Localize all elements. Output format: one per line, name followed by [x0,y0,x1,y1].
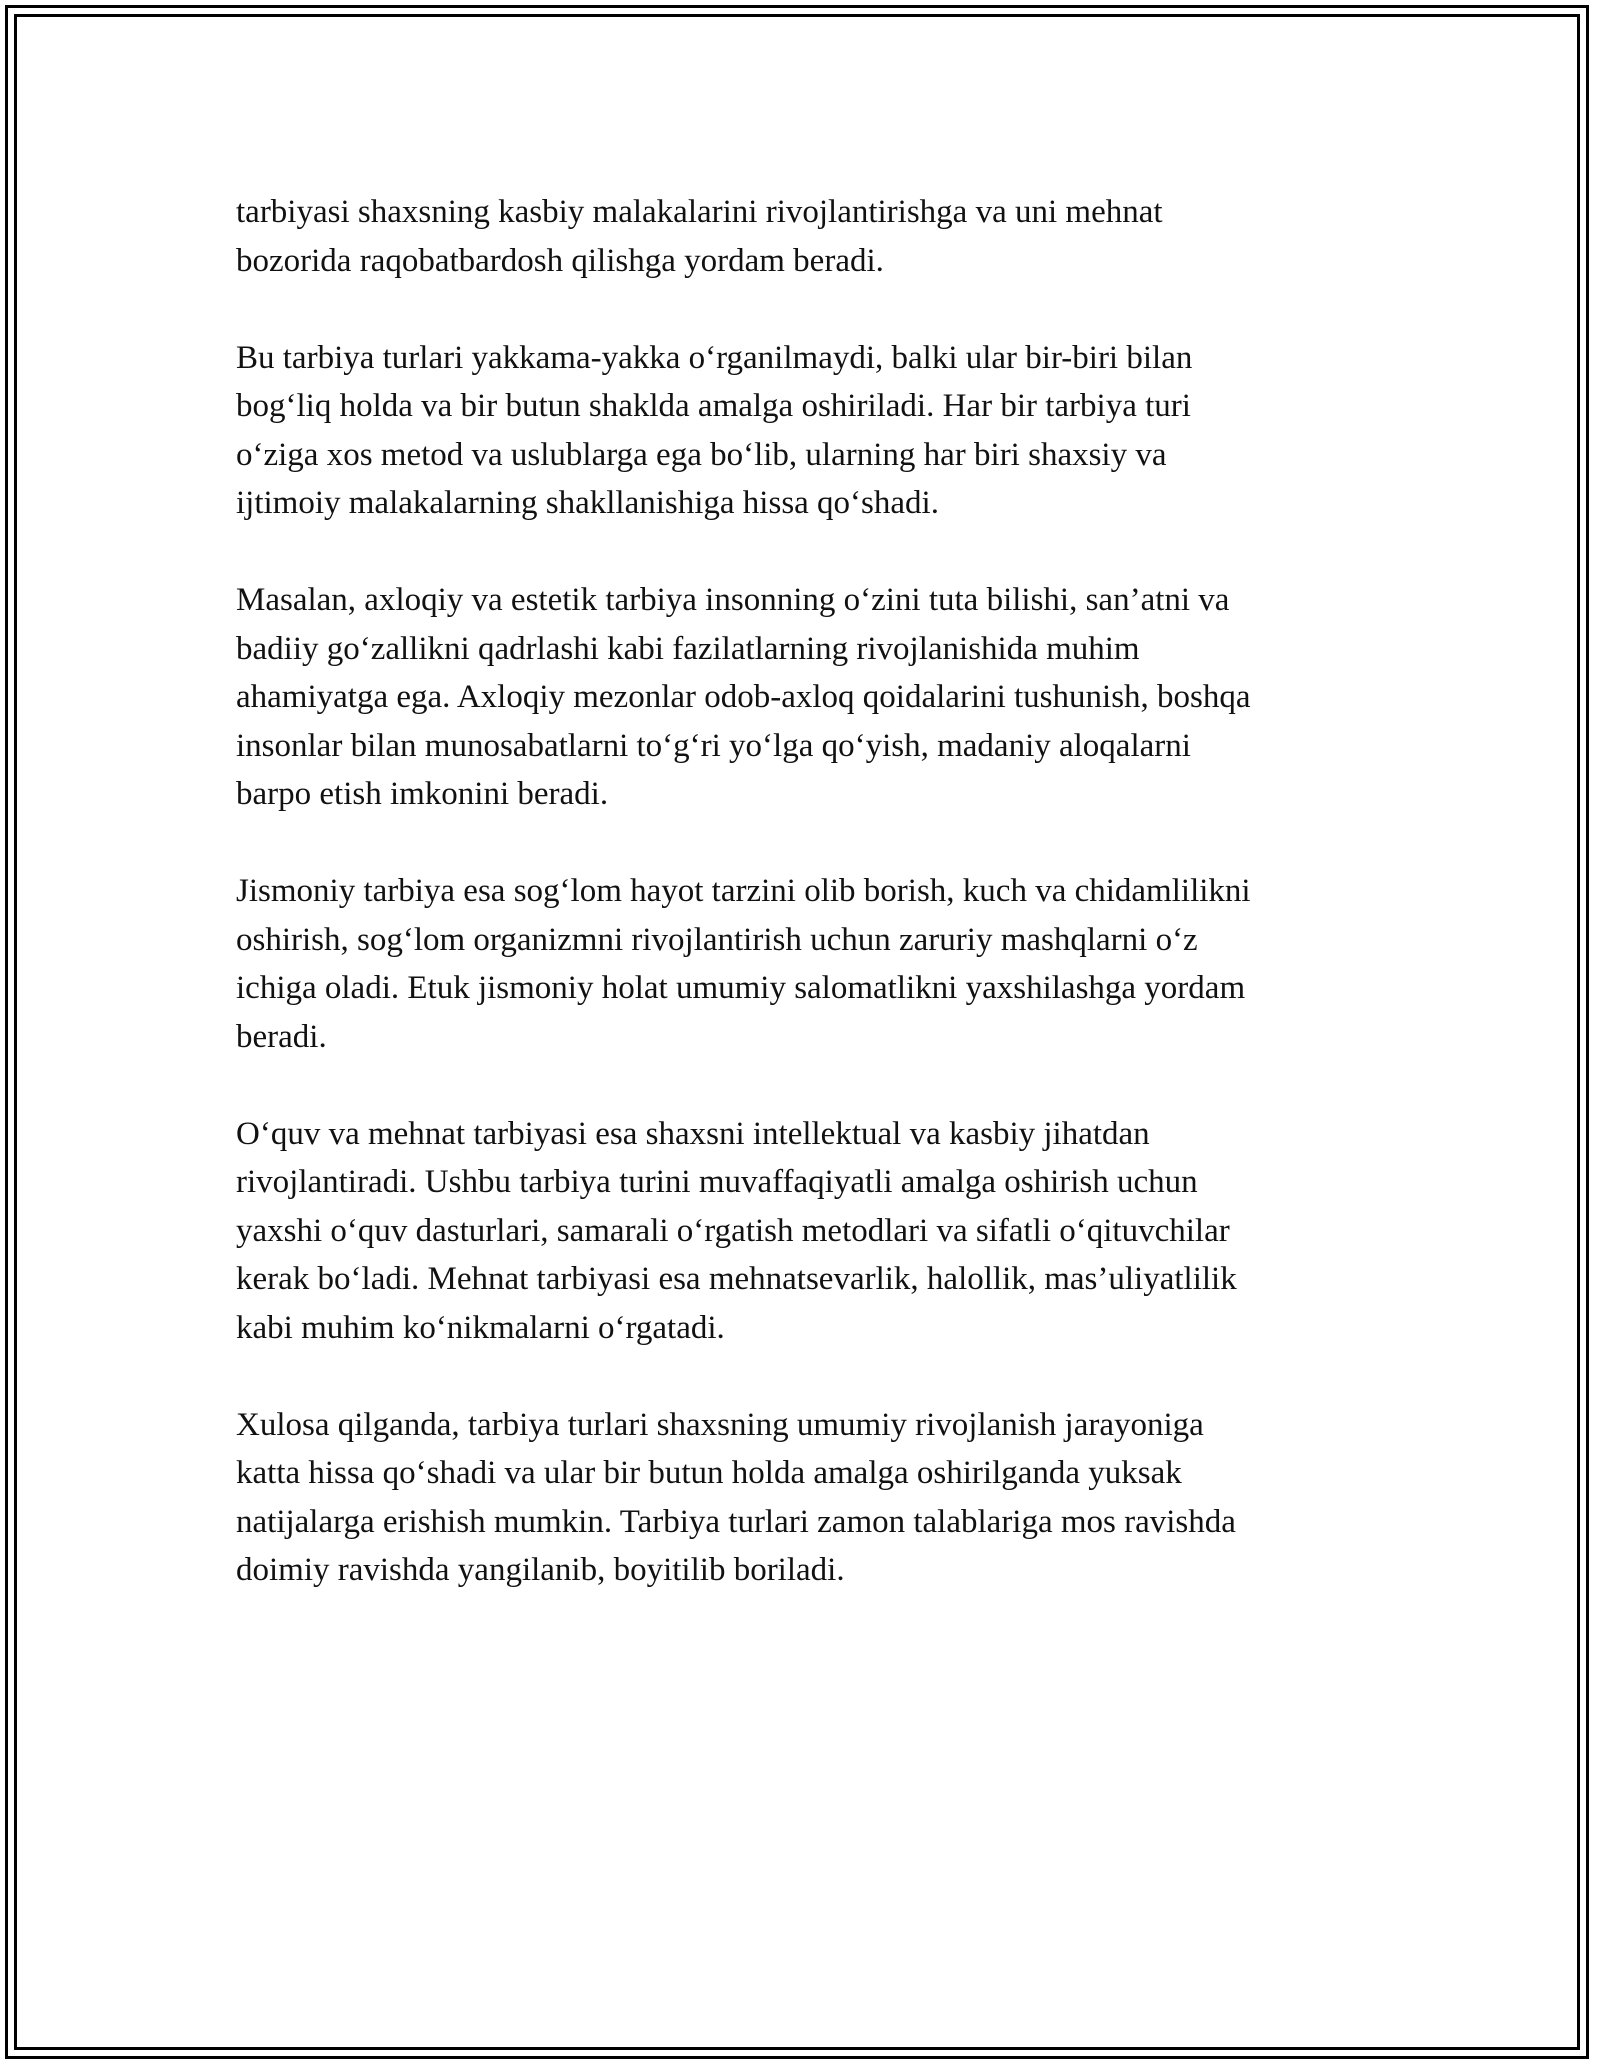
document-body [236,188,1376,1643]
paragraph-6: Xulosa qilganda, tarbiya turlari shaxsning umumiy rivojlanish jarayoniga katta hissa qoʻshadi va ular bir butun holda amalga oshirilganda yuksak natijalarga erishish mumkin. Tarbiya turlari zamon talablariga mos ravishda doimiy ravishda yangilanib, boyitilib boriladi. [236,1406,1236,1588]
paragraph-1: tarbiyasi shaxsning kasbiy malakalarini rivojlantirishga va uni mehnat bozorida raqobatbardosh qilishga yordam beradi. [236,194,1163,279]
paragraph-3: Masalan, axloqiy va estetik tarbiya insonning oʻzini tuta bilishi, san’atni va badiiy goʻzallikni qadrlashi kabi fazilatlarning rivojlanishida muhim ahamiyatga ega. Axloqiy mezonlar odob-axloq qoidalarini tushunish, boshqa insonlar bilan munosabatlarni toʻgʻri yoʻlga qoʻyish, madaniy aloqalarni barpo etish imkonini beradi. [236,582,1251,812]
paragraph-5: Oʻquv va mehnat tarbiyasi esa shaxsni intellektual va kasbiy jihatdan rivojlantiradi. Ushbu tarbiya turini muvaffaqiyatli amalga oshirish uchun yaxshi oʻquv dasturlari, samarali oʻrgatish metodlari va sifatli oʻqituvchilar kerak boʻladi. Mehnat tarbiyasi esa mehnatsevarlik, halollik, mas’uliyatlilik kabi muhim koʻnikmalarni oʻrgatadi. [236,1115,1237,1346]
paragraph-4: Jismoniy tarbiya esa sogʻlom hayot tarzini olib borish, kuch va chidamlilikni oshirish, sogʻlom organizmni rivojlantirish uchun zaruriy mashqlarni oʻz ichiga oladi. Etuk jismoniy holat umumiy salomatlikni yaxshilashga yordam beradi. [236,873,1251,1055]
paragraph-2: Bu tarbiya turlari yakkama-yakka oʻrganilmaydi, balki ular bir-biri bilan bogʻliq holda va bir butun shaklda amalga oshiriladi. Har bir tarbiya turi oʻziga xos metod va uslublarga ega boʻlib, ularning har biri shaxsiy va ijtimoiy malakalarning shakllanishiga hissa qoʻshadi. [236,339,1193,521]
